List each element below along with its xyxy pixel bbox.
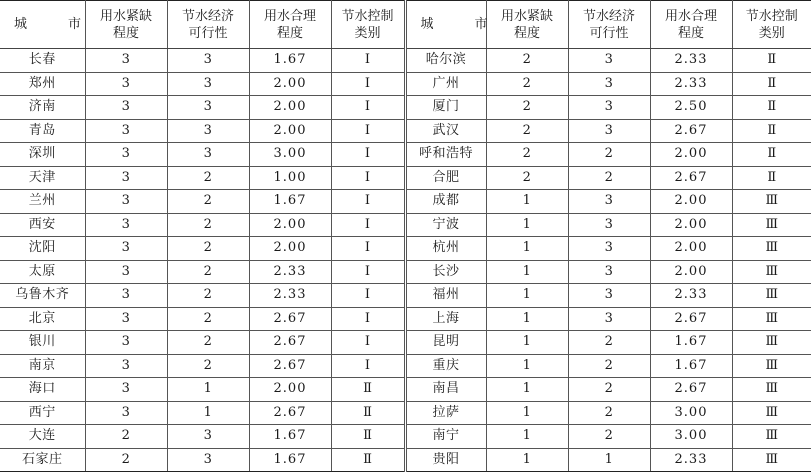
left-scarcity-cell: 3 xyxy=(85,354,167,378)
right-city-cell: 呼和浩特 xyxy=(405,143,486,167)
left-scarcity-cell: 3 xyxy=(85,213,167,237)
right-category-cell: Ⅱ xyxy=(732,96,811,120)
table-row xyxy=(0,425,811,449)
right-scarcity-cell: 1 xyxy=(486,354,568,378)
right-city-cell: 厦门 xyxy=(405,96,486,120)
right-city-cell: 广州 xyxy=(405,72,486,96)
right-category-cell: Ⅲ xyxy=(732,378,811,402)
left-feasibility-cell: 2 xyxy=(167,284,249,308)
left-feasibility-cell: 2 xyxy=(167,331,249,355)
left-city-cell: 南京 xyxy=(0,354,85,378)
left-category-cell: Ⅱ xyxy=(331,401,405,425)
left-feasibility-cell: 2 xyxy=(167,213,249,237)
right-feasibility-cell: 3 xyxy=(568,284,650,308)
right-feasibility-cell: 3 xyxy=(568,96,650,120)
right-category-cell: Ⅲ xyxy=(732,425,811,449)
left-scarcity-cell: 3 xyxy=(85,166,167,190)
right-rationality-cell: 2.33 xyxy=(650,448,732,472)
right-rationality-cell: 2.67 xyxy=(650,307,732,331)
table-row xyxy=(0,378,811,402)
right-city-cell: 成都 xyxy=(405,190,486,214)
right-city-cell: 长沙 xyxy=(405,260,486,284)
left-city-cell: 乌鲁木齐 xyxy=(0,284,85,308)
right-rationality-cell: 1.67 xyxy=(650,354,732,378)
left-feasibility-cell: 3 xyxy=(167,119,249,143)
table-row xyxy=(0,96,811,120)
left-rationality-cell: 1.67 xyxy=(249,448,331,472)
right-scarcity-cell: 1 xyxy=(486,307,568,331)
header-rationality-left: 用水合理 程度 xyxy=(249,1,331,49)
right-feasibility-cell: 3 xyxy=(568,237,650,261)
table-row xyxy=(0,166,811,190)
header-scarcity-left: 用水紧缺 程度 xyxy=(85,1,167,49)
right-city-cell: 昆明 xyxy=(405,331,486,355)
left-scarcity-cell: 3 xyxy=(85,307,167,331)
right-feasibility-cell: 3 xyxy=(568,72,650,96)
right-category-cell: Ⅲ xyxy=(732,213,811,237)
right-scarcity-cell: 2 xyxy=(486,72,568,96)
table-row xyxy=(0,143,811,167)
left-feasibility-cell: 3 xyxy=(167,72,249,96)
left-rationality-cell: 3.00 xyxy=(249,143,331,167)
right-city-cell: 哈尔滨 xyxy=(405,49,486,73)
header-row xyxy=(0,1,811,49)
table-row xyxy=(0,119,811,143)
left-scarcity-cell: 3 xyxy=(85,143,167,167)
left-category-cell: Ⅰ xyxy=(331,260,405,284)
table-header xyxy=(0,1,811,49)
table-row xyxy=(0,448,811,472)
right-category-cell: Ⅲ xyxy=(732,260,811,284)
right-feasibility-cell: 3 xyxy=(568,49,650,73)
right-rationality-cell: 2.00 xyxy=(650,213,732,237)
left-scarcity-cell: 2 xyxy=(85,425,167,449)
right-rationality-cell: 2.67 xyxy=(650,378,732,402)
left-feasibility-cell: 3 xyxy=(167,49,249,73)
right-scarcity-cell: 1 xyxy=(486,237,568,261)
left-rationality-cell: 2.00 xyxy=(249,378,331,402)
left-scarcity-cell: 3 xyxy=(85,260,167,284)
table-row xyxy=(0,401,811,425)
left-rationality-cell: 2.33 xyxy=(249,284,331,308)
right-scarcity-cell: 2 xyxy=(486,119,568,143)
left-rationality-cell: 2.00 xyxy=(249,119,331,143)
left-rationality-cell: 2.67 xyxy=(249,354,331,378)
right-feasibility-cell: 2 xyxy=(568,166,650,190)
left-feasibility-cell: 3 xyxy=(167,143,249,167)
left-rationality-cell: 2.00 xyxy=(249,72,331,96)
right-feasibility-cell: 3 xyxy=(568,260,650,284)
right-city-cell: 福州 xyxy=(405,284,486,308)
left-rationality-cell: 2.00 xyxy=(249,213,331,237)
left-rationality-cell: 2.33 xyxy=(249,260,331,284)
left-category-cell: Ⅰ xyxy=(331,307,405,331)
header-category-right: 节水控制 类别 xyxy=(732,1,811,49)
right-category-cell: Ⅲ xyxy=(732,307,811,331)
left-city-cell: 银川 xyxy=(0,331,85,355)
right-scarcity-cell: 1 xyxy=(486,378,568,402)
right-feasibility-cell: 1 xyxy=(568,448,650,472)
left-city-cell: 济南 xyxy=(0,96,85,120)
left-scarcity-cell: 3 xyxy=(85,237,167,261)
left-category-cell: Ⅱ xyxy=(331,425,405,449)
right-category-cell: Ⅲ xyxy=(732,448,811,472)
right-scarcity-cell: 1 xyxy=(486,284,568,308)
left-category-cell: Ⅱ xyxy=(331,448,405,472)
right-category-cell: Ⅱ xyxy=(732,72,811,96)
left-scarcity-cell: 3 xyxy=(85,401,167,425)
right-scarcity-cell: 1 xyxy=(486,448,568,472)
right-rationality-cell: 3.00 xyxy=(650,401,732,425)
left-category-cell: Ⅰ xyxy=(331,49,405,73)
left-category-cell: Ⅰ xyxy=(331,284,405,308)
right-scarcity-cell: 2 xyxy=(486,166,568,190)
left-feasibility-cell: 2 xyxy=(167,166,249,190)
table-row xyxy=(0,307,811,331)
right-category-cell: Ⅱ xyxy=(732,119,811,143)
left-city-cell: 长春 xyxy=(0,49,85,73)
right-category-cell: Ⅲ xyxy=(732,190,811,214)
left-scarcity-cell: 3 xyxy=(85,331,167,355)
left-city-cell: 西宁 xyxy=(0,401,85,425)
left-feasibility-cell: 3 xyxy=(167,425,249,449)
table-row xyxy=(0,72,811,96)
right-feasibility-cell: 3 xyxy=(568,190,650,214)
left-city-cell: 沈阳 xyxy=(0,237,85,261)
left-rationality-cell: 1.67 xyxy=(249,190,331,214)
left-feasibility-cell: 2 xyxy=(167,307,249,331)
right-city-cell: 杭州 xyxy=(405,237,486,261)
left-city-cell: 石家庄 xyxy=(0,448,85,472)
left-scarcity-cell: 2 xyxy=(85,448,167,472)
header-feasibility-right: 节水经济 可行性 xyxy=(568,1,650,49)
table-row xyxy=(0,260,811,284)
left-city-cell: 青岛 xyxy=(0,119,85,143)
left-scarcity-cell: 3 xyxy=(85,96,167,120)
left-feasibility-cell: 2 xyxy=(167,237,249,261)
left-scarcity-cell: 3 xyxy=(85,190,167,214)
left-city-cell: 天津 xyxy=(0,166,85,190)
right-feasibility-cell: 2 xyxy=(568,401,650,425)
left-rationality-cell: 2.00 xyxy=(249,96,331,120)
right-scarcity-cell: 1 xyxy=(486,331,568,355)
right-rationality-cell: 2.00 xyxy=(650,143,732,167)
table-row xyxy=(0,213,811,237)
right-feasibility-cell: 3 xyxy=(568,119,650,143)
header-scarcity-right: 用水紧缺 程度 xyxy=(486,1,568,49)
left-category-cell: Ⅰ xyxy=(331,143,405,167)
header-rationality-right: 用水合理 程度 xyxy=(650,1,732,49)
right-city-cell: 武汉 xyxy=(405,119,486,143)
right-rationality-cell: 2.33 xyxy=(650,49,732,73)
right-scarcity-cell: 2 xyxy=(486,49,568,73)
right-city-cell: 上海 xyxy=(405,307,486,331)
left-category-cell: Ⅰ xyxy=(331,237,405,261)
left-scarcity-cell: 3 xyxy=(85,72,167,96)
left-scarcity-cell: 3 xyxy=(85,378,167,402)
left-rationality-cell: 2.67 xyxy=(249,307,331,331)
table-row xyxy=(0,284,811,308)
right-feasibility-cell: 2 xyxy=(568,143,650,167)
right-city-cell: 宁波 xyxy=(405,213,486,237)
right-rationality-cell: 2.00 xyxy=(650,237,732,261)
right-category-cell: Ⅲ xyxy=(732,401,811,425)
right-scarcity-cell: 1 xyxy=(486,190,568,214)
right-scarcity-cell: 1 xyxy=(486,401,568,425)
right-feasibility-cell: 2 xyxy=(568,425,650,449)
left-feasibility-cell: 2 xyxy=(167,354,249,378)
header-feasibility-left: 节水经济 可行性 xyxy=(167,1,249,49)
left-rationality-cell: 1.67 xyxy=(249,425,331,449)
table-row xyxy=(0,49,811,73)
right-rationality-cell: 2.33 xyxy=(650,72,732,96)
right-scarcity-cell: 2 xyxy=(486,96,568,120)
right-rationality-cell: 3.00 xyxy=(650,425,732,449)
table-row xyxy=(0,190,811,214)
right-city-cell: 重庆 xyxy=(405,354,486,378)
left-rationality-cell: 2.67 xyxy=(249,331,331,355)
left-city-cell: 太原 xyxy=(0,260,85,284)
right-city-cell: 合肥 xyxy=(405,166,486,190)
left-category-cell: Ⅰ xyxy=(331,166,405,190)
left-scarcity-cell: 3 xyxy=(85,49,167,73)
right-city-cell: 拉萨 xyxy=(405,401,486,425)
right-category-cell: Ⅲ xyxy=(732,237,811,261)
right-city-cell: 南宁 xyxy=(405,425,486,449)
right-rationality-cell: 2.33 xyxy=(650,284,732,308)
left-feasibility-cell: 2 xyxy=(167,190,249,214)
header-city-left: 城 市 xyxy=(0,1,85,49)
right-feasibility-cell: 3 xyxy=(568,213,650,237)
left-category-cell: Ⅰ xyxy=(331,190,405,214)
right-city-cell: 南昌 xyxy=(405,378,486,402)
right-rationality-cell: 2.50 xyxy=(650,96,732,120)
right-scarcity-cell: 1 xyxy=(486,213,568,237)
left-rationality-cell: 2.00 xyxy=(249,237,331,261)
right-rationality-cell: 2.00 xyxy=(650,190,732,214)
table-row xyxy=(0,331,811,355)
left-city-cell: 深圳 xyxy=(0,143,85,167)
header-category-left: 节水控制 类别 xyxy=(331,1,405,49)
right-rationality-cell: 1.67 xyxy=(650,331,732,355)
table-body xyxy=(0,49,811,472)
left-city-cell: 海口 xyxy=(0,378,85,402)
left-city-cell: 西安 xyxy=(0,213,85,237)
left-category-cell: Ⅱ xyxy=(331,378,405,402)
right-scarcity-cell: 1 xyxy=(486,425,568,449)
left-scarcity-cell: 3 xyxy=(85,284,167,308)
right-rationality-cell: 2.67 xyxy=(650,119,732,143)
left-category-cell: Ⅰ xyxy=(331,331,405,355)
right-scarcity-cell: 2 xyxy=(486,143,568,167)
right-category-cell: Ⅱ xyxy=(732,49,811,73)
left-city-cell: 兰州 xyxy=(0,190,85,214)
right-category-cell: Ⅲ xyxy=(732,354,811,378)
right-feasibility-cell: 3 xyxy=(568,307,650,331)
right-rationality-cell: 2.00 xyxy=(650,260,732,284)
left-scarcity-cell: 3 xyxy=(85,119,167,143)
right-category-cell: Ⅱ xyxy=(732,143,811,167)
right-category-cell: Ⅲ xyxy=(732,331,811,355)
table-row xyxy=(0,237,811,261)
left-rationality-cell: 1.67 xyxy=(249,49,331,73)
right-feasibility-cell: 2 xyxy=(568,354,650,378)
header-city-right: 城 市 xyxy=(405,1,486,49)
left-feasibility-cell: 3 xyxy=(167,448,249,472)
right-scarcity-cell: 1 xyxy=(486,260,568,284)
right-feasibility-cell: 2 xyxy=(568,378,650,402)
left-feasibility-cell: 2 xyxy=(167,260,249,284)
left-category-cell: Ⅰ xyxy=(331,72,405,96)
left-feasibility-cell: 1 xyxy=(167,378,249,402)
right-city-cell: 贵阳 xyxy=(405,448,486,472)
right-category-cell: Ⅲ xyxy=(732,284,811,308)
left-feasibility-cell: 1 xyxy=(167,401,249,425)
left-category-cell: Ⅰ xyxy=(331,213,405,237)
left-category-cell: Ⅰ xyxy=(331,96,405,120)
left-category-cell: Ⅰ xyxy=(331,119,405,143)
left-city-cell: 北京 xyxy=(0,307,85,331)
right-feasibility-cell: 2 xyxy=(568,331,650,355)
right-rationality-cell: 2.67 xyxy=(650,166,732,190)
right-category-cell: Ⅱ xyxy=(732,166,811,190)
left-city-cell: 郑州 xyxy=(0,72,85,96)
left-city-cell: 大连 xyxy=(0,425,85,449)
table-row xyxy=(0,354,811,378)
left-rationality-cell: 1.00 xyxy=(249,166,331,190)
left-category-cell: Ⅰ xyxy=(331,354,405,378)
left-rationality-cell: 2.67 xyxy=(249,401,331,425)
left-feasibility-cell: 3 xyxy=(167,96,249,120)
